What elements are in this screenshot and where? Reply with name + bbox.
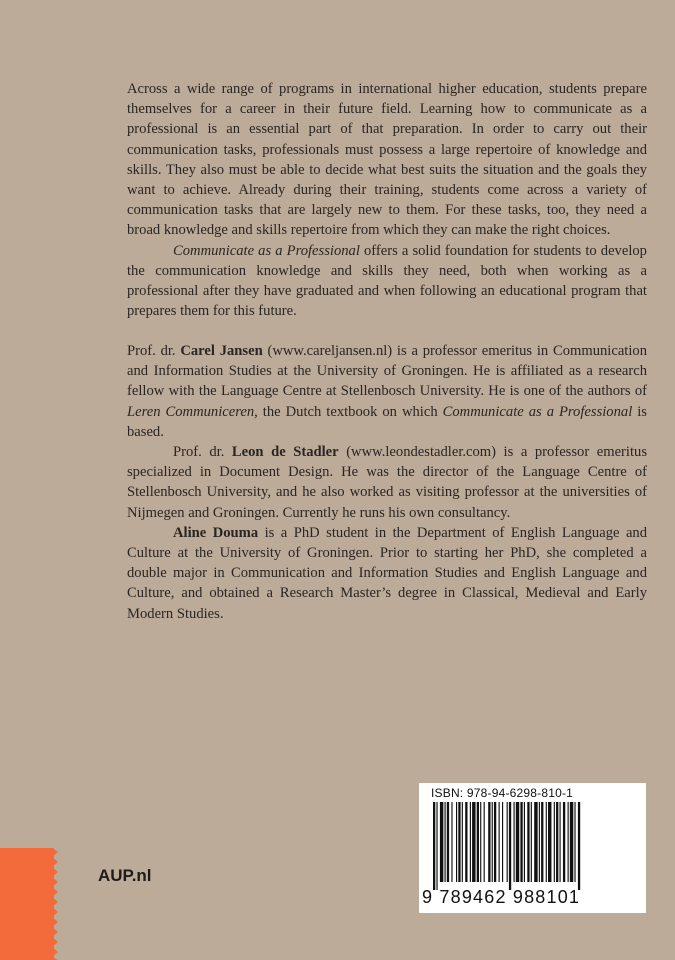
author-bios bbox=[127, 341, 647, 624]
author-name-jansen: Carel Jansen bbox=[180, 343, 263, 359]
blurb-paragraph-2: Communicate as a Professional offers a solid foundation for students to develop the communication knowledge and skills they need, both when working as a professional after they have graduated and when following an educational program that prepares them for this future. bbox=[127, 242, 647, 320]
back-cover-blurb bbox=[127, 79, 647, 321]
book-title: Communicate as a Professional bbox=[173, 242, 360, 259]
publisher-orange-tab bbox=[0, 848, 54, 960]
tab-zigzag-edge-icon bbox=[52, 848, 60, 960]
blurb-paragraph-1: Across a wide range of programs in international higher education, students prepare themselves for a career in their future field. Learning how to communicate as a professional is an essential part of that preparation. In order to carry out their communication tasks, professionals must possess a large repertoire of knowledge and skills. They also must be able to decide what best suits the situation and the goals they want to achieve. Already during their training, students come across a variety of communication tasks that are largely new to them. For these tasks, too, they need a broad knowledge and skills repertoire from which they can make the right choices. bbox=[127, 81, 647, 239]
isbn-label: ISBN: 978-94-6298-810-1 bbox=[431, 786, 574, 800]
barcode-bars-icon bbox=[433, 802, 633, 892]
bio-stadler: Prof. dr. Leon de Stadler (www.leondestadler.com) is a professor emeritus specialized in Document Design. He was the director of the Language Centre of Stellenbosch University, and he also worked as visiting professor at the universities of Nijmegen and Groningen. Currently he runs his own consultancy. bbox=[127, 444, 647, 521]
author-name-stadler: Leon de Stadler bbox=[231, 444, 339, 461]
author-name-douma: Aline Douma bbox=[173, 524, 259, 541]
bio-douma: Aline Douma is a PhD student in the Department of English Language and Culture at the University of Groningen. Prior to starting her PhD, she completed a double major in Communication and Information Studies and English Language and Culture, and obtained a Research Master’s degree in Classical, Medieval and Early Modern Studies. bbox=[127, 524, 648, 622]
ean-digits: 9 789462 988101 bbox=[422, 887, 581, 907]
isbn-barcode bbox=[419, 783, 646, 913]
publisher-logo[interactable]: AUP.nl bbox=[98, 866, 152, 885]
bio-jansen: Prof. dr. Carel Jansen (www.careljansen.nl) is a professor emeritus in Communication and Information Studies at the University of Groningen. He is affiliated as a research fellow with the Language Centre at Stellenbosch University. He is one of the authors of Leren Communiceren, the Dutch textbook on which Communicate as a Professional is based. bbox=[127, 343, 647, 440]
